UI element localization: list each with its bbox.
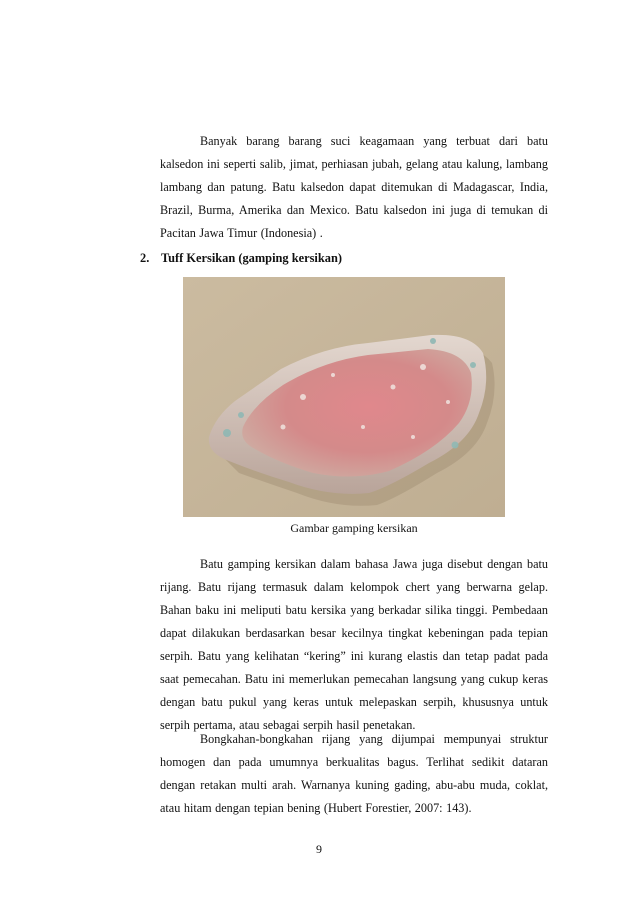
page-number: 9 xyxy=(316,842,322,856)
section-number: 2. xyxy=(140,251,150,265)
paragraph-bongkahan: Bongkahan-bongkahan rijang yang dijumpai mempunyai struktur homogen dan pada umumnya berkualitas bagus. Terlihat sedikit dataran dengan retakan multi arah. Warnanya kuning gading, abu-abu muda, coklat, atau hitam dengan tepian bening (Hubert Forestier, 2007: 143). xyxy=(160,732,548,816)
section-heading xyxy=(140,251,342,266)
figure-caption: Gambar gamping kersikan xyxy=(290,521,418,535)
section-title: Tuff Kersikan (gamping kersikan) xyxy=(161,251,342,265)
paragraph-kalsedon: Banyak barang barang suci keagamaan yang terbuat dari batu kalsedon ini seperti salib, jimat, perhiasan jubah, gelang atau kalung, lambang lambang dan patung. Batu kalsedon dapat ditemukan di Madagascar, India, Brazil, Burma, Amerika dan Mexico. Batu kalsedon ini juga di temukan di Pacitan Jawa Timur (Indonesia) . xyxy=(160,134,548,241)
paragraph-batu-rijang: Batu gamping kersikan dalam bahasa Jawa juga disebut dengan batu rijang. Batu rijang termasuk dalam kelompok chert yang berwarna gelap. Bahan baku ini meliputi batu kersika yang berkadar silika tinggi. Pembedaan dapat dilakukan berdasarkan besar kecilnya tingkat kebeningan pada tepian serpih. Batu yang kelihatan “kering” ini kurang elastis dan tetap padat pada saat pemecahan. Batu ini memerlukan pemecahan langsung yang cukup keras dengan batu pukul yang keras untuk melepaskan serpih, khususnya untuk serpih pertama, atau sebagai serpih hasil penetakan. xyxy=(160,557,548,733)
rock-photo xyxy=(183,277,505,517)
